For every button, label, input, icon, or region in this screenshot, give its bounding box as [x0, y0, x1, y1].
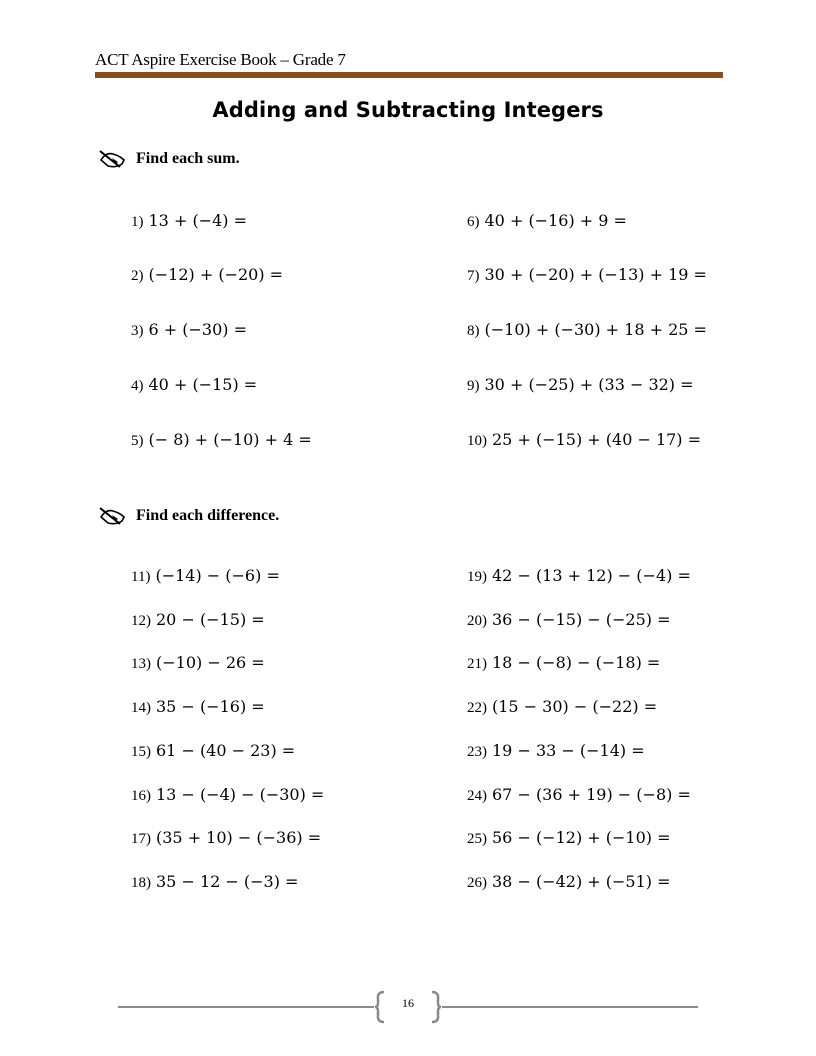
problem-number: 3) [131, 323, 144, 339]
problem-item [131, 375, 257, 395]
problem-number: 6) [467, 214, 480, 230]
problem-item [467, 375, 694, 395]
problem-expression: 30 + (−20) + (−13) + 19 = [484, 265, 707, 284]
problem-number: 5) [131, 433, 144, 449]
problem-expression: (−10) + (−30) + 18 + 25 = [484, 320, 707, 339]
problem-expression: 30 + (−25) + (33 − 32) = [484, 375, 694, 394]
page-number: 16 [402, 996, 414, 1010]
problem-item [467, 566, 691, 586]
problem-number: 2) [131, 268, 144, 284]
problem-expression: 6 + (−30) = [148, 320, 247, 339]
problem-expression: 61 − (40 − 23) = [156, 741, 296, 760]
sum-section-heading [98, 148, 240, 170]
problem-expression: 36 − (−15) − (−25) = [492, 610, 671, 629]
problem-expression: 25 + (−15) + (40 − 17) = [492, 430, 702, 449]
problem-item [467, 320, 707, 340]
problem-item [131, 697, 265, 717]
problem-number: 25) [467, 831, 487, 847]
problem-expression: (−12) + (−20) = [148, 265, 284, 284]
problem-item [467, 211, 627, 231]
problem-item [131, 785, 324, 805]
problem-item [467, 610, 671, 630]
section-heading-label: Find each difference. [136, 507, 280, 524]
problem-number: 7) [467, 268, 480, 284]
section-heading-label: Find each sum. [136, 150, 240, 167]
problem-item [131, 566, 280, 586]
problem-item [467, 741, 645, 761]
problem-number: 24) [467, 788, 487, 804]
problem-number: 23) [467, 744, 487, 760]
problem-number: 16) [131, 788, 151, 804]
problem-number: 1) [131, 214, 144, 230]
header-rule [95, 72, 723, 78]
problem-item [467, 653, 660, 673]
problem-item [131, 320, 247, 340]
problem-item [467, 265, 707, 285]
problem-number: 18) [131, 875, 151, 891]
problem-number: 12) [131, 613, 151, 629]
problem-expression: 19 − 33 − (−14) = [492, 741, 645, 760]
pencil-icon [98, 148, 128, 170]
problem-number: 4) [131, 378, 144, 394]
right-bracket-icon [429, 990, 443, 1024]
problem-number: 13) [131, 656, 151, 672]
problem-number: 22) [467, 700, 487, 716]
problem-expression: 40 + (−15) = [148, 375, 258, 394]
problem-expression: 56 − (−12) + (−10) = [492, 828, 671, 847]
problem-number: 10) [467, 433, 487, 449]
pencil-icon [98, 505, 128, 527]
problem-expression: 35 − 12 − (−3) = [156, 872, 299, 891]
problem-expression: 38 − (−42) + (−51) = [492, 872, 671, 891]
problem-expression: 40 + (−16) + 9 = [484, 211, 627, 230]
problem-number: 19) [467, 569, 487, 585]
problem-item [131, 741, 295, 761]
problem-expression: (−10) − 26 = [156, 653, 265, 672]
problem-expression: 20 − (−15) = [156, 610, 265, 629]
problem-item [131, 211, 247, 231]
problem-number: 11) [131, 569, 151, 585]
problem-expression: 13 + (−4) = [148, 211, 247, 230]
problem-item [467, 697, 657, 717]
problem-expression: 13 − (−4) − (−30) = [156, 785, 325, 804]
problem-expression: 18 − (−8) − (−18) = [492, 653, 661, 672]
problem-number: 14) [131, 700, 151, 716]
problem-expression: 35 − (−16) = [156, 697, 265, 716]
problem-item [467, 872, 671, 892]
problem-item [131, 430, 312, 450]
book-title: ACT Aspire Exercise Book – Grade 7 [95, 50, 346, 69]
left-bracket-icon [373, 990, 387, 1024]
problem-expression: 67 − (36 + 19) − (−8) = [492, 785, 691, 804]
problem-item [467, 785, 691, 805]
problem-expression: (−14) − (−6) = [155, 566, 280, 585]
problem-expression: (− 8) + (−10) + 4 = [148, 430, 312, 449]
problem-number: 17) [131, 831, 151, 847]
footer-rule-left [118, 1006, 374, 1008]
problem-item [131, 872, 298, 892]
difference-section-heading [98, 505, 279, 527]
problem-number: 15) [131, 744, 151, 760]
page-title: Adding and Subtracting Integers [212, 98, 604, 122]
problem-item [131, 610, 265, 630]
problem-number: 21) [467, 656, 487, 672]
problem-expression: (35 + 10) − (−36) = [156, 828, 322, 847]
problem-expression: (15 − 30) − (−22) = [492, 697, 658, 716]
problem-number: 26) [467, 875, 487, 891]
problem-item [131, 653, 265, 673]
problem-expression: 42 − (13 + 12) − (−4) = [492, 566, 691, 585]
footer-rule-right [442, 1006, 698, 1008]
problem-number: 9) [467, 378, 480, 394]
problem-item [467, 430, 701, 450]
problem-number: 8) [467, 323, 480, 339]
problem-number: 20) [467, 613, 487, 629]
problem-item [467, 828, 671, 848]
problem-item [131, 265, 283, 285]
problem-item [131, 828, 321, 848]
